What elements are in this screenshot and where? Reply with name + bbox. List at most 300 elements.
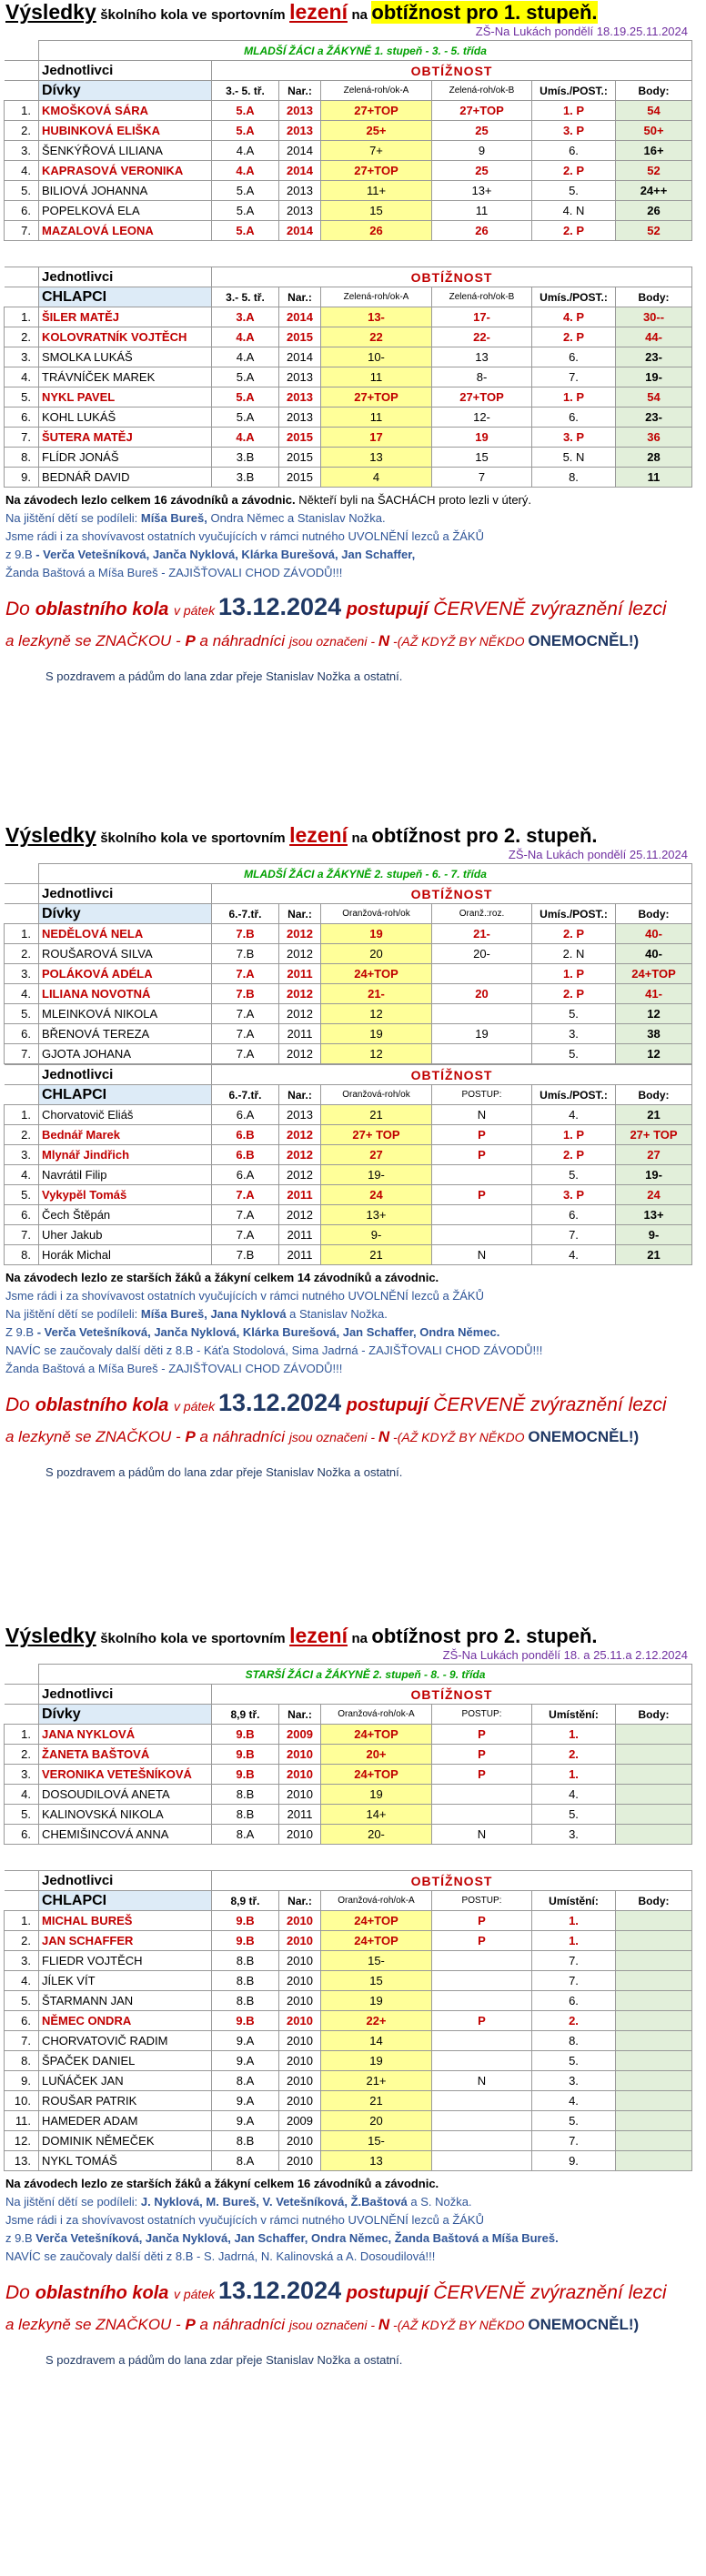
promo-g: lezci [628,2282,667,2303]
score-a: 13- [368,310,385,324]
points: 38 [647,1027,661,1041]
promo2-c: a náhradníci [195,632,289,649]
section-heading [0,1624,706,1648]
results-section [0,823,706,1479]
class: 9.B [236,1727,255,1741]
placement: 2. P [562,330,585,344]
birth-year: 2015 [287,450,313,464]
row-number: 7. [21,1228,31,1242]
heading-school: školního [100,830,156,846]
placement: 7. [569,2134,579,2148]
column-header: POSTUP: [461,1090,502,1100]
class: 4.A [236,330,255,344]
class: 5.A [236,204,255,217]
score-b: 8- [476,370,488,384]
note-emph: Verča Vetešníková, Janča Nyklová, Jan Schaffer, Ondra Němec, Žanda Baštová a Míša Bureš. [32,2231,559,2245]
promotion-line [0,591,706,626]
placement: 5. N [562,450,585,464]
class: 4.A [236,144,255,157]
substitute-line [0,2309,706,2340]
heading-sport: sportovním [210,1631,286,1646]
score-a: 11+ [366,184,387,197]
placement: 3. [569,2074,579,2088]
placement: 8. [569,470,579,484]
score-a: 17 [369,430,383,444]
competitor-name: MICHAL BUREŠ [42,1914,133,1927]
competitor-name: ROUŠAR PATRIK [42,2094,137,2108]
birth-year: 2014 [287,310,313,324]
score-a: 24+TOP [354,1767,398,1781]
competitor-name: HAMEDER ADAM [42,2114,138,2128]
column-header: Nar.: [287,1894,312,1907]
row-number: 4. [21,987,31,1001]
promo-g: lezci [628,599,667,619]
column-header: 3.- 5. tř. [226,84,265,97]
score-a: 12 [369,1007,383,1021]
points: 12 [647,1047,661,1061]
results-table [4,267,692,488]
promo-b: oblastního kola [35,1395,174,1415]
column-header: Body: [638,84,670,97]
birth-year: 2013 [287,410,313,424]
class: 8.A [236,1827,255,1841]
class: 6.A [236,1108,255,1122]
row-number: 13. [14,2154,31,2168]
points: 40- [645,947,662,961]
birth-year: 2010 [287,1954,313,1967]
birth-year: 2012 [287,1128,313,1142]
heading-na: na [351,7,368,23]
birth-year: 2013 [287,1108,313,1122]
row-number: 6. [21,1027,31,1041]
points: 16+ [643,144,664,157]
results-table [4,1870,692,2171]
group-label: Jednotlivci [42,1686,114,1702]
competitor-name: POPELKOVÁ ELA [42,204,140,217]
birth-year: 2010 [287,2154,313,2168]
promo-e: postupují [341,599,434,619]
competitor-name: Bednář Marek [42,1128,120,1142]
table-row [5,1911,692,1931]
score-b: P [478,1767,486,1781]
score-a: 24+TOP [354,967,398,981]
promo2-c: a náhradníci [195,2316,289,2333]
class: 8.B [236,1954,255,1967]
class: 8.B [236,1807,255,1821]
heading-difficulty: obtížnost pro 2. stupeň. [371,824,598,847]
birth-year: 2013 [287,204,313,217]
points: 30-- [642,310,665,324]
column-header: Oranžová-roh/ok-A [338,1896,415,1906]
table-row [5,387,692,408]
heading-results: Výsledky [5,1624,96,1647]
table-row [5,2111,692,2131]
note-text: Na jištění dětí se podíleli: [5,511,141,525]
points: 19- [645,1168,662,1182]
row-number: 1. [21,1108,31,1122]
promo2-g: ONEMOCNĚL!) [528,1428,640,1445]
class: 5.A [236,224,255,237]
score-a: 19- [368,1168,385,1182]
row-number: 2. [21,330,31,344]
note-text: NAVÍC se zaučovaly další děti z 8.B - S. Jadrná, N. Kalinovská a A. Dosoudilová!!! [5,2249,436,2263]
class: 3.B [236,450,255,464]
placement: 7. [569,1228,579,1242]
competitor-name: KOHL LUKÁŠ [42,410,116,424]
column-header: Nar.: [287,907,312,921]
score-b: P [478,1128,486,1142]
note-emph: 16 závodníků a závodnic. [297,2177,439,2190]
class: 7.A [236,1188,255,1202]
score-a: 26 [369,224,383,237]
placement: 7. [569,1954,579,1967]
table-row [5,181,692,201]
competitor-name: Mlynář Jindřich [42,1148,130,1162]
results-table [4,1664,692,1845]
table-row [5,221,692,241]
birth-year: 2010 [287,2134,313,2148]
heading-climbing: lezení [289,823,348,847]
competitor-name: NĚMEC ONDRA [42,2014,132,2028]
points: 23- [645,350,662,364]
column-header: POSTUP: [461,1896,502,1906]
column-header: Umís./POST.: [540,1088,608,1102]
column-header: Oranžová-roh/ok-A [338,1709,415,1719]
birth-year: 2009 [287,1727,313,1741]
competitor-name: ROUŠAROVÁ SILVA [42,947,153,961]
birth-year: 2010 [287,2054,313,2068]
score-a: 9- [370,1228,382,1242]
class: 5.A [236,104,255,117]
table-row [5,1931,692,1951]
table-title: Dívky [42,905,81,921]
column-header: 8,9 tř. [230,1707,260,1721]
birth-year: 2009 [287,2114,313,2128]
row-number: 3. [21,144,31,157]
column-header: Zelená-roh/ok-A [343,292,409,302]
results-section [0,1624,706,2367]
birth-year: 2010 [287,2094,313,2108]
column-header: Nar.: [287,290,312,304]
competitor-name: MLEINKOVÁ NIKOLA [42,1007,158,1021]
promotion-line [0,1387,706,1422]
competitor-name: NYKL PAVEL [42,390,116,404]
table-row [5,1971,692,1991]
column-header: 6.-7.tř. [228,1088,262,1102]
table-row [5,101,692,121]
competitor-name: ŠPAČEK DANIEL [42,2054,136,2068]
placement: 5. [569,1047,579,1061]
class: 8.B [236,1994,255,2007]
class: 3.A [236,310,255,324]
class: 5.A [236,370,255,384]
table-row [5,1745,692,1765]
row-number: 2. [21,1128,31,1142]
placement: 5. [569,1007,579,1021]
note-line [0,1287,706,1305]
score-a: 19 [369,927,383,941]
table-row [5,2051,692,2071]
placement: 6. [569,1208,579,1222]
table-row [5,408,692,428]
score-a: 19 [369,1994,383,2007]
row-number: 7. [21,1047,31,1061]
score-b: 11 [475,204,489,217]
placement: 9. [569,2154,579,2168]
note-line [0,2175,706,2193]
birth-year: 2015 [287,430,313,444]
placement: 4. P [562,310,585,324]
table-row [5,1004,692,1024]
category-label: MLADŠÍ ŽÁCI a ŽÁKYNĚ 1. stupeň - 3. - 5. třída [244,44,487,57]
birth-year: 2010 [287,1994,313,2007]
class: 9.B [236,1914,255,1927]
promo2-b: P [185,1428,196,1445]
row-number: 1. [21,104,31,117]
table-title: CHLAPCI [42,1086,107,1102]
row-number: 1. [21,310,31,324]
promo2-g: ONEMOCNĚL!) [528,2316,640,2333]
row-number: 2. [21,1747,31,1761]
competitor-name: JANA NYKLOVÁ [42,1727,136,1741]
table-title: Dívky [42,1706,81,1722]
score-b: N [477,1827,487,1841]
note-line [0,528,706,546]
column-header: Body: [638,1088,670,1102]
promo2-a: a lezkyně se ZNAČKOU - [5,1428,186,1445]
placement: 2. P [562,927,585,941]
score-b: P [478,1188,486,1202]
placement: 3. P [562,124,585,137]
birth-year: 2010 [287,2074,313,2088]
placement: 6. [569,144,579,157]
promo-a: Do [5,1394,35,1415]
promo2-f: -(AŽ KDYŽ BY NĚKDO [389,1430,529,1444]
note-emph: Míša Bureš, Jana Nyklová [140,1307,287,1321]
column-header: Body: [638,1707,670,1721]
table-row [5,1765,692,1785]
class: 3.B [236,470,255,484]
column-header: Nar.: [287,1707,312,1721]
substitute-line [0,626,706,657]
points: 40- [645,927,662,941]
section-heading [0,0,706,25]
promo-f: ČERVENĚ zvýraznění [433,1394,629,1415]
heading-difficulty: obtížnost pro 2. stupeň. [371,1625,598,1647]
placement: 8. [569,2034,579,2048]
points: 19- [645,370,662,384]
promo2-d: jsou označeni - [288,2318,378,2332]
venue-date: ZŠ-Na Lukách pondělí 18.19.25.11.2024 [475,25,688,38]
row-number: 2. [21,1934,31,1947]
placement: 2. P [562,164,585,177]
promo2-g: ONEMOCNĚL!) [528,632,640,649]
promo-e: postupují [341,2283,434,2303]
heading-difficulty: obtížnost pro 1. stupeň. [371,1,598,24]
score-b: 9 [478,144,486,157]
table-row [5,141,692,161]
table-row [5,448,692,468]
placement: 3. P [562,430,585,444]
group-label: Jednotlivci [42,886,114,901]
class: 9.B [236,1767,255,1781]
birth-year: 2013 [287,104,313,117]
promo2-d: jsou označeni - [288,1430,378,1444]
score-a: 27+TOP [354,390,398,404]
placement: 1. P [562,967,585,981]
competitor-name: VERONIKA VETEŠNÍKOVÁ [42,1767,192,1781]
placement: 4. [569,1248,579,1262]
table-row [5,1991,692,2011]
birth-year: 2010 [287,1974,313,1987]
promo2-e: N [378,2316,390,2333]
class: 9.B [236,1747,255,1761]
score-b: P [478,2014,486,2028]
table-row [5,1165,692,1185]
class: 5.A [236,390,255,404]
row-number: 6. [21,1208,31,1222]
birth-year: 2011 [287,1188,313,1202]
score-b: 20- [473,947,490,961]
promo2-b: P [185,632,196,649]
note-text: Na závodech lezlo ze starších žáků a žákyní celkem [5,1271,298,1284]
table-row [5,327,692,347]
placement: 5. [569,2054,579,2068]
competitor-name: LILIANA NOVOTNÁ [42,987,151,1001]
promo-date: 13.12.2024 [217,2277,342,2304]
birth-year: 2011 [287,1248,313,1262]
column-header: 3.- 5. tř. [226,290,265,304]
note-text: Na závodech lezlo ze starších žáků a žákyní celkem [5,2177,298,2190]
points: 12 [647,1007,661,1021]
regards-line: S pozdravem a pádům do lana zdar přeje Stanislav Nožka a ostatní. [45,2353,403,2367]
score-a: 10- [368,350,385,364]
points: 13+ [643,1208,664,1222]
heading-results: Výsledky [5,823,96,847]
competitor-name: FLIEDR VOJTĚCH [42,1954,143,1967]
column-header: Oranžová-roh/ok [342,1090,410,1100]
note-text: Jsme rádi i za shovívavost ostatních vyučujících v rámci nutného UVOLNĚNÍ lezců a ŽÁKŮ [5,529,484,543]
score-a: 27+TOP [354,104,398,117]
row-number: 12. [14,2134,31,2148]
competitor-name: BEDNÁŘ DAVID [42,470,130,484]
score-a: 7+ [369,144,383,157]
score-b: 27+TOP [459,390,504,404]
competitor-name: NYKL TOMÁŠ [42,2154,117,2168]
table-row [5,121,692,141]
table-row [5,428,692,448]
heading-results: Výsledky [5,0,96,24]
table-row [5,2091,692,2111]
promo2-e: N [378,632,390,649]
promo2-b: P [185,2316,196,2333]
category-label: MLADŠÍ ŽÁCI a ŽÁKYNĚ 2. stupeň - 6. - 7. třída [244,867,487,880]
row-number: 5. [21,1188,31,1202]
column-header: Oranžová-roh/ok [342,909,410,919]
score-a: 20 [369,947,383,961]
column-header: Zelená-roh/ok-A [343,86,409,96]
row-number: 10. [14,2094,31,2108]
column-header: 8,9 tř. [230,1894,260,1907]
competitor-name: CHEMIŠINCOVÁ ANNA [42,1827,169,1841]
competitor-name: JAN SCHAFFER [42,1934,134,1947]
score-b: 20 [475,987,489,1001]
note-line [0,1360,706,1378]
placement: 5. [569,1807,579,1821]
score-a: 27+TOP [354,164,398,177]
placement: 4. N [562,204,585,217]
column-header: Umís./POST.: [540,907,608,921]
birth-year: 2012 [287,927,313,941]
score-a: 24+TOP [354,1727,398,1741]
row-number: 1. [21,1727,31,1741]
obtiznost-label: OBTÍŽNOST [410,63,493,78]
row-number: 8. [21,450,31,464]
group-label: Jednotlivci [42,63,114,78]
points: 24+TOP [631,967,676,981]
column-header: Umís./POST.: [540,84,608,97]
row-number: 1. [21,1914,31,1927]
birth-year: 2015 [287,330,313,344]
placement: 2. P [562,1148,585,1162]
table-row [5,2071,692,2091]
competitor-name: KALINOVSKÁ NIKOLA [42,1807,164,1821]
results-table [4,40,692,241]
table-row [5,1785,692,1805]
score-a: 24+TOP [354,1914,398,1927]
score-a: 21 [369,2094,383,2108]
note-text: Na závodech lezlo celkem [5,493,155,507]
class: 4.A [236,164,255,177]
points: 50+ [643,124,664,137]
row-number: 3. [21,1954,31,1967]
class: 9.B [236,2014,255,2028]
score-b: P [478,1727,486,1741]
class: 5.A [236,410,255,424]
class: 7.B [236,947,255,961]
promo2-d: jsou označeni - [288,634,378,649]
score-a: 21+ [366,2074,387,2088]
promo-date: 13.12.2024 [217,1389,342,1416]
substitute-line [0,1422,706,1453]
promo2-f: -(AŽ KDYŽ BY NĚKDO [389,634,529,649]
note-emph: 16 závodníků a závodnic. [154,493,296,507]
competitor-name: BILIOVÁ JOHANNA [42,184,148,197]
promo-c: v pátek [173,603,218,618]
heading-school: školního [100,7,156,23]
birth-year: 2013 [287,390,313,404]
birth-year: 2010 [287,1767,313,1781]
birth-year: 2010 [287,2034,313,2048]
score-b: 26 [475,224,489,237]
note-text: Jsme rádi i za shovívavost ostatních vyučujících v rámci nutného UVOLNĚNÍ lezců a ŽÁKŮ [5,1289,484,1303]
table-row [5,468,692,488]
heading-round: kola [160,1631,188,1646]
points: 52 [647,224,661,237]
note-text: z 9.B [5,548,33,561]
score-a: 20 [369,2114,383,2128]
points: 54 [647,104,661,117]
row-number: 6. [21,204,31,217]
birth-year: 2010 [287,2014,313,2028]
placement: 2. P [562,224,585,237]
competitor-name: LUŇÁČEK JAN [42,2074,124,2088]
score-b: 25 [475,164,489,177]
row-number: 3. [21,1767,31,1781]
table-row [5,367,692,387]
competitor-name: BŘENOVÁ TEREZA [42,1027,150,1041]
row-number: 5. [21,390,31,404]
